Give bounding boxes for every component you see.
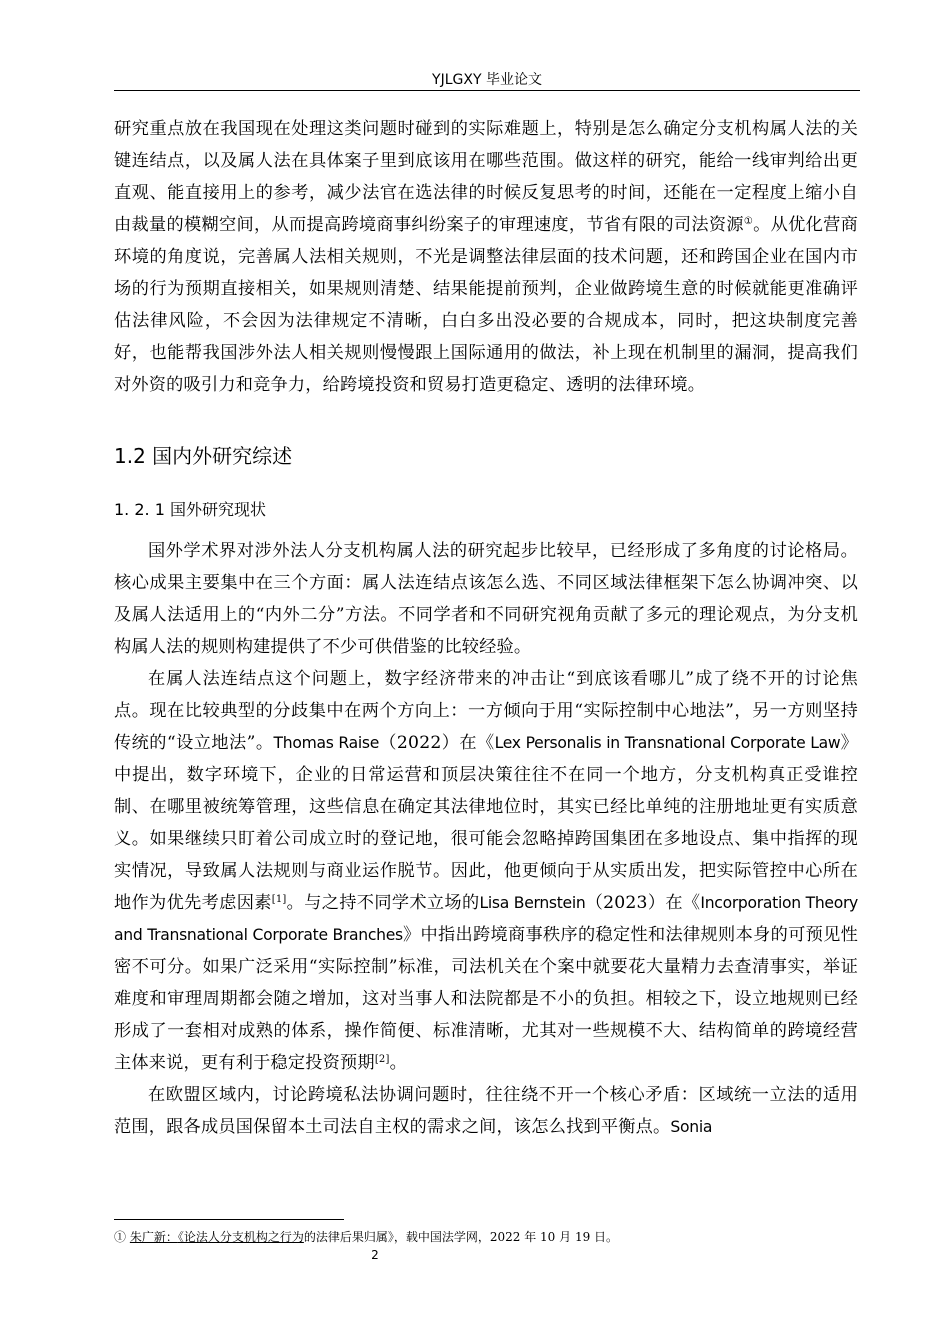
subsection-heading: 1. 2. 1 国外研究现状 xyxy=(114,500,266,519)
paragraph-text: 在属人法连结点这个问题上，数字经济带来的冲击让“到底该看哪儿”成了绕不开的讨论焦点。现在比较典型的分歧集中在两个方向上：一方倾向于用“实际控制中心地法”，另一方则坚持传统的“设立地法”。 xyxy=(114,669,858,753)
author-name: Sonia xyxy=(670,1118,713,1136)
book-title: Incorporation Theory and Transnational Corporate Branches xyxy=(114,894,858,944)
author-name: Thomas Raise xyxy=(273,734,380,752)
paragraph xyxy=(114,113,858,401)
paragraph-text: （2023）在《 xyxy=(585,893,701,913)
paragraph-text: 。 xyxy=(389,1053,407,1073)
reference-marker: [2] xyxy=(374,1054,390,1065)
footnote-marker: ① xyxy=(743,216,754,227)
footnote-source: 《论法人分支机构之行为 xyxy=(177,1230,304,1244)
paragraph-text: 。从优化营商环境的角度说，完善属人法相关规则，不光是调整法律层面的技术问题，还和跨国企业在国内市场的行为预期直接相关，如果规则清楚、结果能提前预判，企业做跨境生意的时候就能更准确评估法律风险，不会因为法律规定不清晰，白白多出没必要的合规成本，同时，把这块制度完善好，也能帮我国涉外法人相关规则慢慢跟上国际通用的做法，补上现在机制里的漏洞，提高我们对外资的吸引力和竞争力，给跨境投资和贸易打造更稳定、透明的法律环境。 xyxy=(114,215,858,395)
footnote-text: 的法律后果归属》，载中国法学网，2022 年 10 月 19 日。 xyxy=(303,1230,619,1244)
author-name: Lisa Bernstein xyxy=(479,894,586,912)
paragraph-text: 在欧盟区域内，讨论跨境私法协调问题时，往往绕不开一个核心矛盾：区域统一立法的适用范围，跟各成员国保留本土司法自主权的需求之间，该怎么找到平衡点。 xyxy=(114,1085,858,1137)
paragraph-text: 研究重点放在我国现在处理这类问题时碰到的实际难题上，特别是怎么确定分支机构属人法的关键连结点，以及属人法在具体案子里到底该用在哪些范围。做这样的研究，能给一线审判给出更直观、能直接用上的参考，减少法官在选法律的时候反复思考的时间，还能在一定程度上缩小自由裁量的模糊空间，从而提高跨境商事纠纷案子的审理速度，节省有限的司法资源 xyxy=(114,119,858,235)
paragraph-text: 》中指出跨境商事秩序的稳定性和法律规则本身的可预见性密不可分。如果广泛采用“实际控制”标准，司法机关在个案中就要花大量精力去查清事实，举证难度和审理周期都会随之增加，这对当事人和法院都是不小的负担。相较之下，设立地规则已经形成了一套相对成熟的体系，操作简便、标准清晰，尤其对一些规模不大、结构简单的跨境经营主体来说，更有利于稳定投资预期 xyxy=(114,925,858,1073)
footnote-rule xyxy=(114,1219,344,1220)
section-heading: 1.2 国内外研究综述 xyxy=(114,444,293,468)
paragraph-text: 》中提出，数字环境下，企业的日常运营和顶层决策往往不在同一个地方，分支机构真正受谁控制、在哪里被统筹管理，这些信息在确定其法律地位时，其实已经比单纯的注册地址更有实质意义。如果继续只盯着公司成立时的登记地，很可能会忽略掉跨国集团在多地设点、集中指挥的现实情况，导致属人法规则与商业运作脱节。因此，他更倾向于从实质出发，把实际管控中心所在地作为优先考虑因素 xyxy=(114,733,859,913)
paragraph xyxy=(114,1079,858,1143)
paragraph-text: 。与之持不同学术立场的 xyxy=(286,893,480,913)
header-rule xyxy=(114,90,860,91)
body-text xyxy=(114,113,858,1143)
paragraph-text: （2022）在《 xyxy=(379,733,495,753)
footnote xyxy=(114,1228,618,1246)
book-title: Lex Personalis in Transnational Corporate Law xyxy=(494,734,841,752)
page-header: YJLGXY 毕业论文 xyxy=(432,72,542,88)
paragraph: 国外学术界对涉外法人分支机构属人法的研究起步比较早，已经形成了多角度的讨论格局。核心成果主要集中在三个方面：属人法连结点该怎么选、不同区域法律框架下怎么协调冲突、以及属人法适用上的“内外二分”方法。不同学者和不同研究视角贡献了多元的理论观点，为分支机构属人法的规则构建提供了不少可供借鉴的比较经验。 xyxy=(114,541,858,657)
footnote-author: 朱广新： xyxy=(129,1230,178,1244)
footnote-mark: ① xyxy=(114,1230,127,1244)
paragraph xyxy=(114,663,858,1079)
reference-marker: [1] xyxy=(271,894,287,905)
page-number: 2 xyxy=(371,1248,379,1262)
